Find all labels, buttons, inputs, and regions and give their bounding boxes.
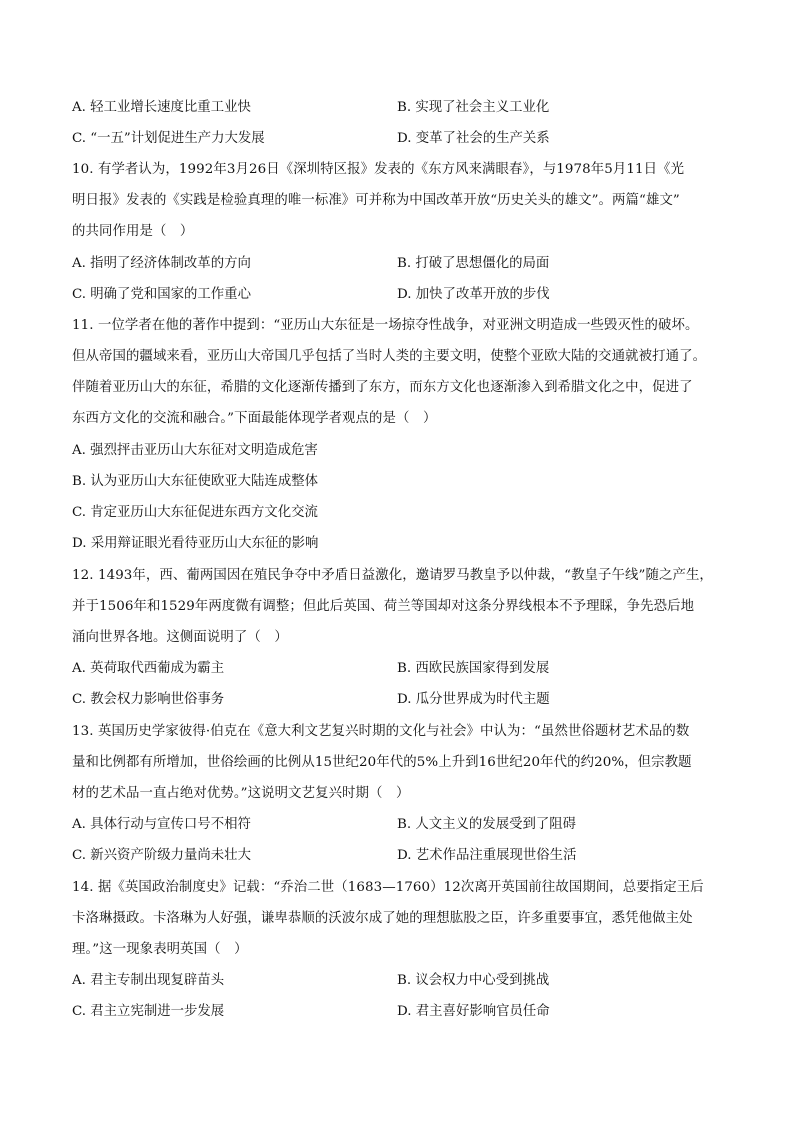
q14-option-d: D. 君主喜好影响官员任命 <box>397 1004 550 1019</box>
q9-option-a: A. 轻工业增长速度比重工业快 <box>72 100 251 115</box>
q10-option-d: D. 加快了改革开放的步伐 <box>397 287 550 302</box>
q10-stem-line-3: 的共同作用是（ ） <box>72 224 194 239</box>
q10-options-row-1 <box>72 254 742 274</box>
q9-option-b: B. 实现了社会主义工业化 <box>397 100 550 115</box>
q14-option-b: B. 议会权力中心受到挑战 <box>397 973 550 988</box>
q12-stem-line-3: 涌向世界各地。这侧面说明了（ ） <box>72 630 288 645</box>
q10-stem-line-1: 10. 有学者认为，1992年3月26日《深圳特区报》发表的《东方风来满眼春》，与1978年5月11日《光 <box>72 162 685 177</box>
q10-stem-line-2: 明日报》发表的《实践是检验真理的唯一标准》可并称为中国改革开放“历史关头的雄文”。两篇“雄文” <box>72 193 680 208</box>
q10-option-c: C. 明确了党和国家的工作重心 <box>72 287 251 302</box>
q12-option-a: A. 英荷取代西葡成为霸主 <box>72 661 225 676</box>
q13-stem-line-3: 材的艺术品一直占绝对优势。”这说明文艺复兴时期（ ） <box>72 786 410 801</box>
q12-stem-line-2: 并于1506年和1529年两度微有调整；但此后英国、荷兰等国却对这条分界线根本不予理睬，争先恐后地 <box>72 599 695 614</box>
q14-option-c: C. 君主立宪制进一步发展 <box>72 1004 225 1019</box>
q9-options-row-1 <box>72 98 742 118</box>
q14-stem-line-1: 14. 据《英国政治制度史》记载：“乔治二世（1683—1760）12次离开英国前往故国期间，总要指定王后 <box>72 880 704 895</box>
q13-option-c: C. 新兴资产阶级力量尚未壮大 <box>72 848 251 863</box>
q12-option-b: B. 西欧民族国家得到发展 <box>397 661 550 676</box>
q12-option-d: D. 瓜分世界成为时代主题 <box>397 692 550 707</box>
q11-stem-line-4: 东西方文化的交流和融合。”下面最能体现学者观点的是（ ） <box>72 411 437 426</box>
q10-option-a: A. 指明了经济体制改革的方向 <box>72 256 251 271</box>
q13-stem-line-1: 13. 英国历史学家彼得·伯克在《意大利文艺复兴时期的文化与社会》中认为：“虽然世俗题材艺术品的数 <box>72 724 690 739</box>
q12-stem-line-1: 12. 1493年，西、葡两国因在殖民争夺中矛盾日益激化，邀请罗马教皇予以仲裁，“教皇子午线”随之产生， <box>72 568 713 583</box>
q13-options-row-1 <box>72 815 742 835</box>
q11-option-c: C. 肯定亚历山大东征促进东西方文化交流 <box>72 505 318 520</box>
q13-option-d: D. 艺术作品注重展现世俗生活 <box>397 848 577 863</box>
q9-option-c: C. “一五”计划促进生产力大发展 <box>72 131 265 146</box>
q14-options-row-1 <box>72 971 742 991</box>
q11-stem-line-1: 11. 一位学者在他的著作中提到：“亚历山大东征是一场掠夺性战争，对亚洲文明造成一些毁灭性的破坏。 <box>72 318 699 333</box>
q10-options-row-2 <box>72 285 742 305</box>
q10-option-b: B. 打破了思想僵化的局面 <box>397 256 550 271</box>
q9-options-row-2 <box>72 129 742 149</box>
q11-stem-line-2: 但从帝国的疆域来看，亚历山大帝国几乎包括了当时人类的主要文明，使整个亚欧大陆的交通就被打通了。 <box>72 349 707 364</box>
q13-option-a: A. 具体行动与宣传口号不相符 <box>72 817 251 832</box>
q11-option-a: A. 强烈抨击亚历山大东征对文明造成危害 <box>72 443 318 458</box>
q14-option-a: A. 君主专制出现复辟苗头 <box>72 973 225 988</box>
q11-stem-line-3: 伴随着亚历山大的东征，希腊的文化逐渐传播到了东方，而东方文化也逐渐渗入到希腊文化之中，促进了 <box>72 380 693 395</box>
q12-options-row-1 <box>72 659 742 679</box>
q11-option-d: D. 采用辩证眼光看待亚历山大东征的影响 <box>72 536 319 551</box>
q14-stem-line-2: 卡洛琳摄政。卡洛琳为人好强，谦卑恭顺的沃波尔成了她的理想肱股之臣，许多重要事宜，悉凭他做主处 <box>72 911 693 926</box>
q13-options-row-2 <box>72 846 742 866</box>
q13-option-b: B. 人文主义的发展受到了阻碍 <box>397 817 577 832</box>
q12-option-c: C. 教会权力影响世俗事务 <box>72 692 225 707</box>
q9-option-d: D. 变革了社会的生产关系 <box>397 131 550 146</box>
q14-options-row-2 <box>72 1002 742 1022</box>
q11-option-b: B. 认为亚历山大东征使欧亚大陆连成整体 <box>72 474 318 489</box>
q12-options-row-2 <box>72 690 742 710</box>
q13-stem-line-2: 量和比例都有所增加，世俗绘画的比例从15世纪20年代的5%上升到16世纪20年代的约20%，但宗教题 <box>72 755 692 770</box>
q14-stem-line-3: 理。”这一现象表明英国（ ） <box>72 942 248 957</box>
